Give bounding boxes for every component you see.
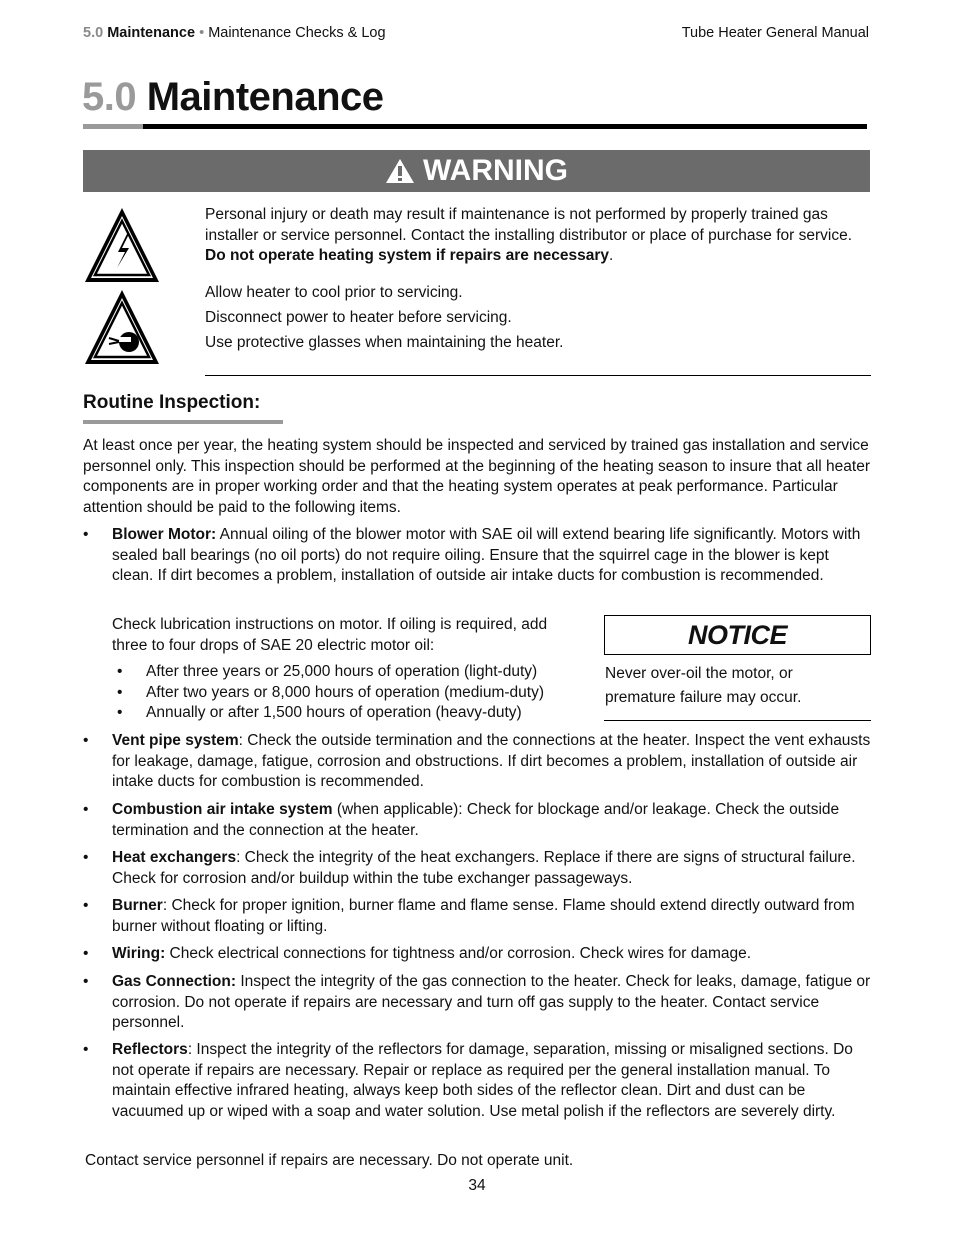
schedule-item [117, 662, 597, 683]
warning-divider [205, 375, 871, 376]
warning-banner [83, 150, 870, 192]
bullet-marker: • [83, 849, 89, 866]
list-item [83, 896, 873, 937]
warning-body-end: . [609, 247, 614, 264]
warning-item: Use protective glasses when maintaining the heater. [205, 334, 564, 351]
bullet-marker: • [83, 897, 89, 914]
eye-protection-icon [83, 288, 161, 366]
item-text: Inspect the integrity of the gas connection to the heater. Check for leaks, damage, fatigue or corrosion. Do not operate if repairs are necessary and turn off gas supply to the heater. Contact service personnel. [112, 973, 871, 1032]
electrical-hazard-icon [83, 206, 161, 284]
warning-item: Disconnect power to heater before servicing. [205, 309, 512, 326]
lubrication-instructions: Check lubrication instructions on motor. If oiling is required, add three to four drops of SAE 20 electric motor oil: [112, 616, 548, 654]
title-rule [143, 124, 867, 129]
item-text: (when applicable): Check for blockage and/or leakage. Check the outside termination and the connection at the heater. [112, 801, 840, 839]
item-text: Check electrical connections for tightness and/or corrosion. Check wires for damage. [165, 945, 752, 962]
title-rule-accent [83, 124, 143, 129]
bullet-marker: • [83, 1041, 89, 1058]
list-item [83, 525, 873, 587]
bullet-marker: • [83, 732, 89, 749]
item-text: Annual oiling of the blower motor with SAE oil will extend bearing life significantly. Motors with sealed ball bearings (no oil ports) do not require oiling. Ensure that the squirrel cage in the blower is kept clean. If dirt becomes a problem, installation of outside air intake ducts for combustion is recommended. [112, 526, 861, 585]
header-section-name: Maintenance [107, 25, 196, 41]
notice-text: Never over-oil the motor, or premature failure may occur. [605, 665, 802, 706]
schedule-text: After two years or 8,000 hours of operation (medium-duty) [146, 684, 545, 701]
page-number: 34 [468, 1177, 486, 1194]
item-label: Vent pipe system [112, 732, 239, 749]
list-item [83, 848, 873, 889]
list-item [83, 944, 873, 965]
bullet-marker: • [117, 663, 123, 680]
warning-body-bold: Do not operate heating system if repairs are necessary [205, 247, 610, 264]
title-text: Maintenance [146, 75, 384, 119]
section-heading-rule [83, 420, 283, 424]
item-label: Combustion air intake system [112, 801, 333, 818]
schedule-text: Annually or after 1,500 hours of operation (heavy-duty) [146, 704, 522, 721]
header-manual-title: Tube Heater General Manual [681, 25, 869, 41]
schedule-item [117, 703, 597, 724]
warning-item: Allow heater to cool prior to servicing. [205, 284, 463, 301]
list-item [83, 800, 873, 841]
header-separator: • [199, 25, 205, 41]
bullet-marker: • [83, 801, 89, 818]
item-text: : Check for proper ignition, burner flame and flame sense. Flame should extend directly outward from burner without floating or lifting. [112, 897, 855, 935]
list-item [83, 731, 873, 793]
bullet-marker: • [83, 526, 89, 543]
item-label: Reflectors [112, 1041, 188, 1058]
item-label: Gas Connection: [112, 973, 237, 990]
list-item [83, 1040, 873, 1122]
bullet-marker: • [83, 973, 89, 990]
warning-body [205, 205, 873, 267]
header-subsection: Maintenance Checks & Log [208, 25, 386, 41]
warning-triangle-icon [385, 158, 415, 184]
title-number: 5.0 [82, 75, 137, 119]
bullet-marker: • [117, 684, 123, 701]
item-label: Heat exchangers [112, 849, 237, 866]
running-header-left [83, 25, 386, 41]
item-label: Burner [112, 897, 163, 914]
list-item [83, 972, 873, 1034]
schedule-text: After three years or 25,000 hours of operation (light-duty) [146, 663, 538, 680]
item-text: : Inspect the integrity of the reflectors for damage, separation, missing or misaligned sections. Do not operate if repairs are necessary. Repair or replace as required per the general installation manual. To maintain effective infrared heating, always keep both sides of the reflector clean. Dirt and dust can be vacuumed up or wiped with a soap and water solution. Use metal polish if the reflectors are severely dirty. [112, 1041, 853, 1120]
page-title [82, 73, 384, 121]
closing-note: Contact service personnel if repairs are necessary. Do not operate unit. [85, 1152, 574, 1169]
warning-body-text: Personal injury or death may result if maintenance is not performed by properly trained gas installer or service personnel. Contact the installing distributor or place of purchase for service. [205, 206, 853, 244]
item-label: Blower Motor: [112, 526, 217, 543]
item-text: : Check the outside termination and the connections at the heater. Inspect the vent exhausts for leakage, damage, fatigue, corrosion and obstructions. If dirt becomes a problem, installation of outside air intake ducts for combustion is recommended. [112, 732, 871, 791]
schedule-item [117, 683, 597, 704]
bullet-marker: • [117, 704, 123, 721]
item-text: : Check the integrity of the heat exchangers. Replace if there are signs of structural failure. Check for corrosion and/or buildup within the tube exchanger passageways. [112, 849, 856, 887]
warning-list [205, 283, 873, 358]
item-label: Wiring: [112, 945, 166, 962]
notice-label: NOTICE [604, 615, 871, 655]
notice-divider [604, 720, 871, 721]
intro-paragraph: At least once per year, the heating system should be inspected and serviced by trained gas installation and service personnel only. This inspection should be performed at the beginning of the heating season to insure that all heater components are in proper working order and that the heating system operates at peak performance. Particular attention should be paid to the following items. [83, 437, 871, 516]
bullet-marker: • [83, 945, 89, 962]
header-section-number: 5.0 [83, 25, 104, 41]
section-heading: Routine Inspection: [83, 392, 261, 413]
warning-label: WARNING [423, 154, 568, 187]
